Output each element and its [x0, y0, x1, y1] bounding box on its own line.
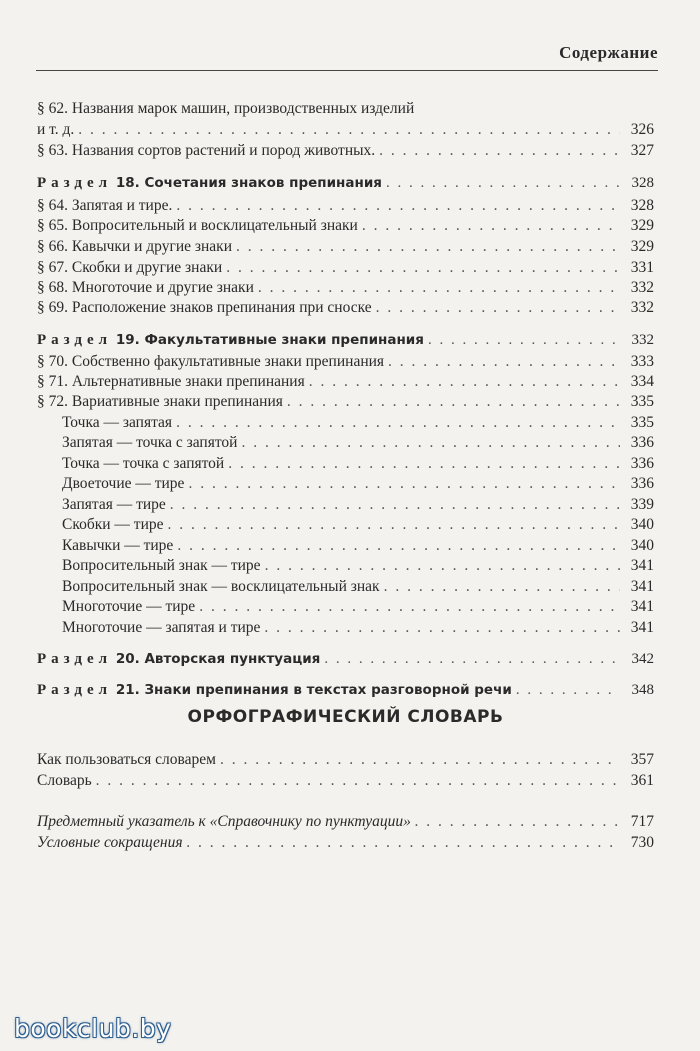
dot-leader — [287, 391, 620, 412]
dot-leader — [176, 195, 620, 216]
dot-leader — [324, 649, 620, 670]
toc-label: § 66. Кавычки и другие знаки — [37, 236, 236, 257]
section-word: Раздел — [37, 175, 113, 191]
toc-page: 332 — [620, 330, 654, 351]
toc-entry-64 — [37, 195, 654, 216]
toc-page: 326 — [620, 119, 654, 140]
toc-label: § 63. Названия сортов растений и пород животных. — [37, 140, 379, 161]
toc-entry-index — [37, 811, 654, 832]
toc-label: § 68. Многоточие и другие знаки — [37, 277, 258, 298]
toc-page: 340 — [620, 535, 654, 556]
toc-subentry — [37, 555, 654, 576]
toc-subentry — [37, 514, 654, 535]
toc-page: 717 — [620, 811, 654, 832]
toc-entry-68 — [37, 277, 654, 298]
toc-page: 361 — [620, 770, 654, 791]
toc-entry-abbreviations — [37, 832, 654, 853]
dot-leader — [428, 330, 620, 351]
toc-label: Как пользоваться словарем — [37, 749, 220, 770]
toc-entry-dictionary — [37, 770, 654, 791]
toc-label: Многоточие — запятая и тире — [37, 617, 264, 638]
dot-leader — [78, 119, 620, 140]
dot-leader — [241, 432, 620, 453]
toc-subentry — [37, 576, 654, 597]
toc-page: 336 — [620, 453, 654, 474]
toc-subentry — [37, 432, 654, 453]
toc-page: 339 — [620, 494, 654, 515]
dot-leader — [362, 215, 620, 236]
dot-leader — [228, 453, 620, 474]
dot-leader — [384, 576, 620, 597]
dot-leader — [309, 371, 620, 392]
dot-leader — [170, 494, 620, 515]
toc-section-20 — [37, 649, 654, 670]
toc-label: § 65. Вопросительный и восклицательный знаки — [37, 215, 362, 236]
dot-leader — [376, 297, 620, 318]
dot-leader — [176, 412, 620, 433]
toc-page: 335 — [620, 391, 654, 412]
dot-leader — [96, 770, 620, 791]
toc-page: 341 — [620, 576, 654, 597]
toc-subentry — [37, 617, 654, 638]
toc-page: 341 — [620, 617, 654, 638]
dot-leader — [226, 257, 620, 278]
toc-label: Скобки — тире — [37, 514, 168, 535]
section-title: 21. Знаки препинания в текстах разговорной речи — [115, 682, 512, 698]
toc-page: 341 — [620, 596, 654, 617]
toc-entry-71 — [37, 371, 654, 392]
dot-leader — [258, 277, 620, 298]
dot-leader — [220, 749, 620, 770]
dot-leader — [516, 680, 620, 701]
running-header: Содержание — [559, 43, 658, 62]
watermark: bookclub.by — [14, 1014, 172, 1043]
toc-page: 340 — [620, 514, 654, 535]
dot-leader — [264, 617, 620, 638]
dot-leader — [236, 236, 620, 257]
dot-leader — [265, 555, 620, 576]
toc-page: 329 — [620, 215, 654, 236]
dot-leader — [388, 351, 620, 372]
toc-page: 342 — [620, 649, 654, 670]
toc-label: § 71. Альтернативные знаки препинания — [37, 371, 309, 392]
toc-page: 336 — [620, 432, 654, 453]
toc-subentry — [37, 473, 654, 494]
dot-leader — [199, 596, 620, 617]
toc-label: § 69. Расположение знаков препинания при сноске — [37, 297, 376, 318]
toc-page: 332 — [620, 277, 654, 298]
dot-leader — [177, 535, 620, 556]
toc-label: Предметный указатель к «Справочнику по пунктуации» — [37, 811, 415, 832]
toc-entry-67 — [37, 257, 654, 278]
toc-page: 335 — [620, 412, 654, 433]
section-title: 20. Авторская пунктуация — [115, 651, 321, 667]
toc-entry-65 — [37, 215, 654, 236]
toc-label: и т. д. — [37, 119, 78, 140]
toc-page: 334 — [620, 371, 654, 392]
toc-label: Точка — запятая — [37, 412, 176, 433]
toc-label: Двоеточие — тире — [37, 473, 188, 494]
toc-entry-62 — [37, 119, 654, 140]
dot-leader — [187, 832, 620, 853]
toc-label: § 70. Собственно факультативные знаки препинания — [37, 351, 388, 372]
toc-entry-69 — [37, 297, 654, 318]
toc-section-19 — [37, 330, 654, 351]
dot-leader — [188, 473, 620, 494]
toc-entry-72 — [37, 391, 654, 412]
dot-leader — [379, 140, 620, 161]
dot-leader — [386, 173, 620, 194]
toc-label: § 67. Скобки и другие знаки — [37, 257, 226, 278]
toc-page: 327 — [620, 140, 654, 161]
toc-page: 348 — [620, 680, 654, 701]
section-title: 18. Сочетания знаков препинания — [115, 175, 382, 191]
toc-page: 332 — [620, 297, 654, 318]
toc-entry-63 — [37, 140, 654, 161]
toc-entry-70 — [37, 351, 654, 372]
section-word: Раздел — [37, 651, 113, 667]
toc-page: 328 — [620, 173, 654, 194]
toc-label: Условные сокращения — [37, 832, 187, 853]
toc-subentry — [37, 535, 654, 556]
toc-label: Многоточие — тире — [37, 596, 199, 617]
dot-leader — [415, 811, 620, 832]
dictionary-heading: ОРФОГРАФИЧЕСКИЙ СЛОВАРЬ — [187, 707, 504, 727]
toc-entry-62-line1: § 62. Названия марок машин, производственных изделий — [37, 100, 415, 117]
toc-label: Точка — точка с запятой — [37, 453, 228, 474]
section-word: Раздел — [37, 682, 113, 698]
section-title: 19. Факультативные знаки препинания — [115, 332, 424, 348]
header-rule — [36, 70, 658, 71]
toc-subentry — [37, 412, 654, 433]
toc-page: 357 — [620, 749, 654, 770]
toc-subentry — [37, 494, 654, 515]
toc-page: 328 — [620, 195, 654, 216]
toc-label: Запятая — точка с запятой — [37, 432, 241, 453]
toc-label: Кавычки — тире — [37, 535, 177, 556]
toc-entry-66 — [37, 236, 654, 257]
toc-label: Вопросительный знак — восклицательный знак — [37, 576, 384, 597]
toc-label: Словарь — [37, 770, 96, 791]
dot-leader — [168, 514, 621, 535]
toc-page: 331 — [620, 257, 654, 278]
toc-page: 329 — [620, 236, 654, 257]
toc-page: 341 — [620, 555, 654, 576]
section-word: Раздел — [37, 332, 113, 348]
toc-label: Вопросительный знак — тире — [37, 555, 265, 576]
toc-section-18 — [37, 173, 654, 194]
toc-label: Запятая — тире — [37, 494, 170, 515]
toc-label: § 72. Вариативные знаки препинания — [37, 391, 287, 412]
toc-subentry — [37, 596, 654, 617]
toc-entry-howto — [37, 749, 654, 770]
toc-page: 333 — [620, 351, 654, 372]
toc-page: 336 — [620, 473, 654, 494]
toc-label: § 64. Запятая и тире. — [37, 195, 176, 216]
toc-subentry — [37, 453, 654, 474]
toc-page: 730 — [620, 832, 654, 853]
toc-section-21 — [37, 680, 654, 701]
